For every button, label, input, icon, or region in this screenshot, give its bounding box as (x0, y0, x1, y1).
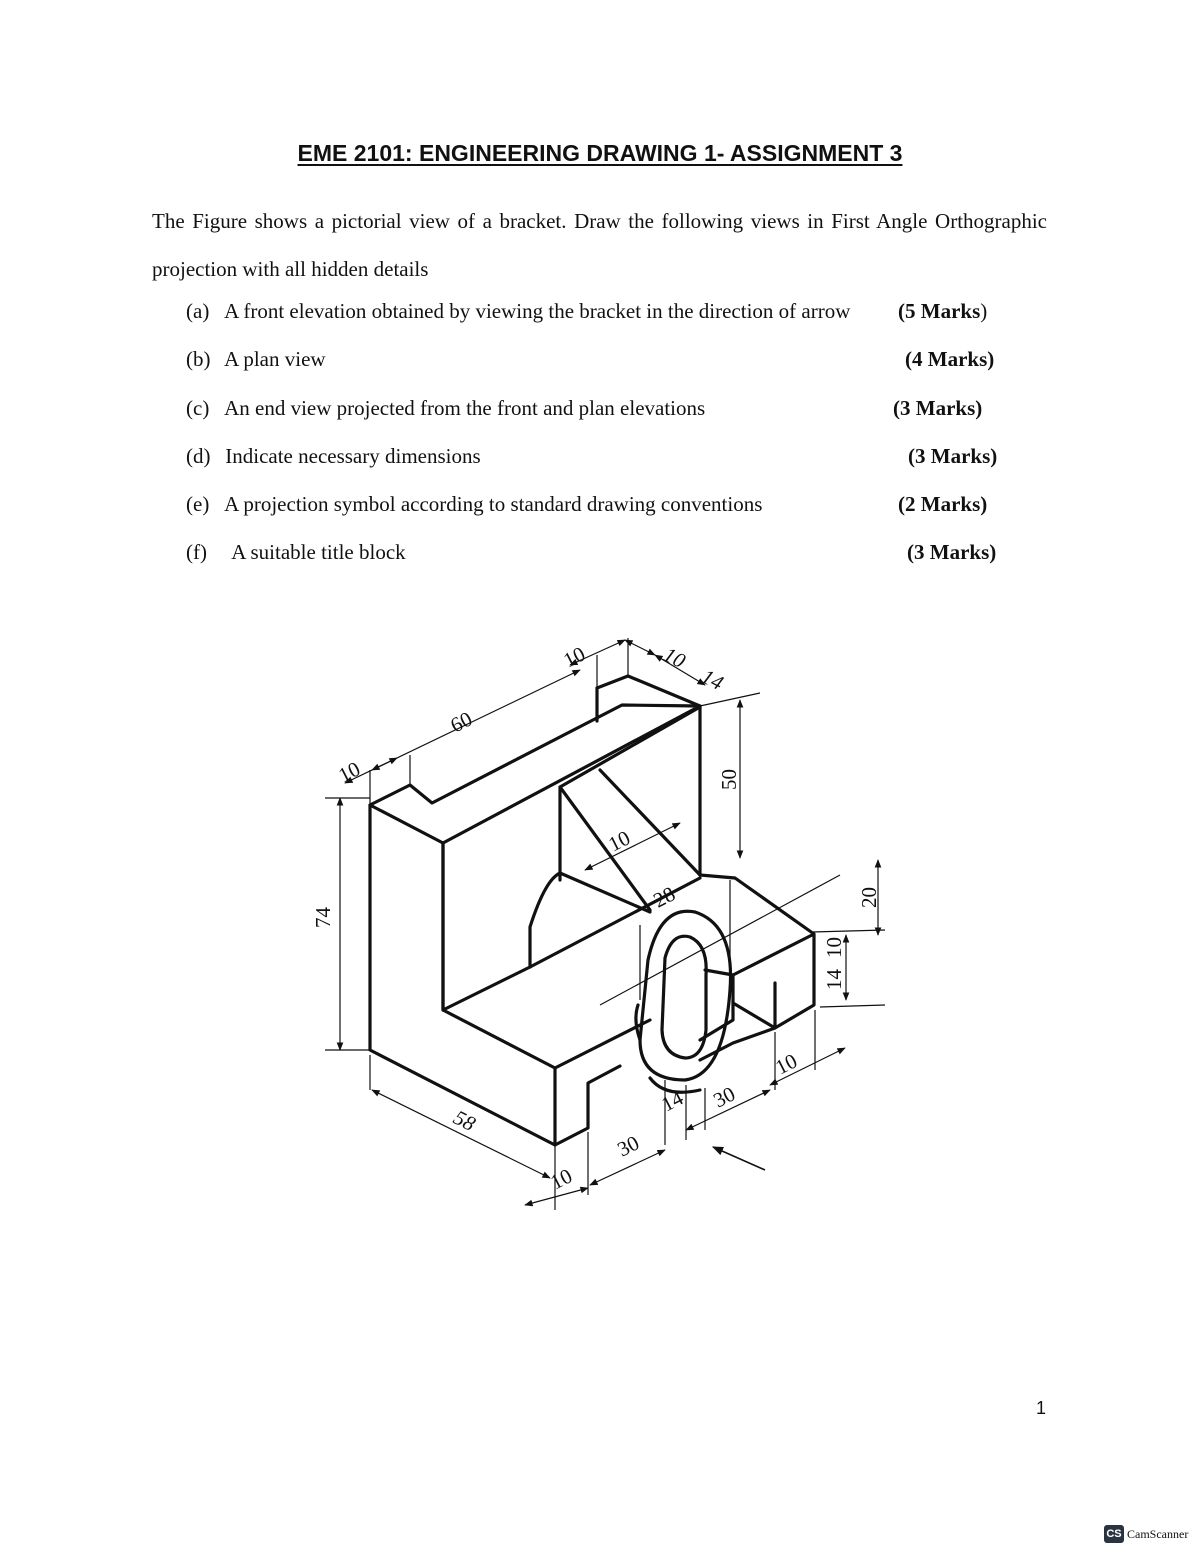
task-f (186, 540, 406, 565)
task-b-marks: (4 Marks) (905, 347, 995, 371)
task-label: (a) (186, 299, 210, 323)
dim-10-top2: 10 (659, 642, 690, 673)
dim-28: 28 (649, 881, 679, 913)
dim-10-right: 10 (822, 937, 846, 958)
rib-lines (560, 707, 700, 910)
dim-10-bottom-right: 10 (771, 1048, 801, 1080)
dim-30-left: 30 (613, 1130, 643, 1162)
task-text: Indicate necessary dimensions (225, 444, 481, 468)
page-number: 1 (1036, 1398, 1047, 1418)
bracket-figure (300, 630, 900, 1230)
intro-paragraph: The Figure shows a pictorial view of a bracket. Draw the following views in First Angle Orthographic projection with all hidden details (152, 209, 1047, 281)
task-c (186, 396, 705, 421)
dim-30-right: 30 (709, 1081, 739, 1113)
task-c-marks: (3 Marks) (893, 396, 983, 420)
page-title (0, 140, 1200, 167)
dim-74: 74 (311, 907, 335, 928)
task-a-marks (898, 299, 987, 324)
task-d-marks: (3 Marks) (908, 444, 998, 468)
left-front-face (370, 805, 555, 1145)
task-label: (c) (186, 396, 210, 420)
task-label: (e) (186, 492, 210, 516)
dim-58: 58 (449, 1105, 480, 1136)
dim-10-rib: 10 (604, 825, 634, 857)
task-label: (d) (186, 444, 211, 468)
task-label: (b) (186, 347, 211, 371)
task-d (186, 444, 481, 469)
task-text: An end view projected from the front and plan elevations (224, 396, 706, 420)
task-text: A suitable title block (231, 540, 406, 564)
dim-14-top: 14 (697, 664, 728, 695)
dim-50: 50 (717, 769, 741, 790)
marks-text: (5 Marks (898, 299, 981, 323)
task-text: A projection symbol according to standard drawing conventions (224, 492, 763, 516)
dim-10-top: 10 (559, 641, 589, 673)
task-f-marks: (3 Marks) (907, 540, 997, 564)
task-a (186, 299, 850, 324)
task-label: (f) (186, 540, 207, 564)
task-e-marks: (2 Marks) (898, 492, 988, 516)
title-text: EME 2101: ENGINEERING DRAWING 1- ASSIGNMENT 3 (297, 140, 903, 166)
bracket-drawing (300, 630, 900, 1230)
dim-14-right: 14 (822, 969, 846, 990)
task-e (186, 492, 762, 517)
task-text: A plan view (224, 347, 326, 371)
task-text: A front elevation obtained by viewing the bracket in the direction of arrow (224, 299, 851, 323)
marks-close: ) (980, 299, 988, 323)
base-mid (700, 1003, 775, 1060)
dim-20: 20 (857, 887, 881, 908)
dim-14-bottom: 14 (657, 1085, 687, 1117)
dim-60: 60 (446, 706, 476, 738)
dimension-labels (311, 642, 881, 1195)
base-front-step (555, 1020, 650, 1145)
task-b (186, 347, 326, 372)
bracket-outline (370, 676, 814, 1145)
dim-10-top-left: 10 (334, 756, 364, 788)
dim-10-bottom: 10 (546, 1163, 576, 1195)
camscanner-text: CamScanner (1127, 1526, 1189, 1541)
camscanner-watermark (1104, 1525, 1188, 1543)
camscanner-icon: CS (1104, 1525, 1124, 1543)
